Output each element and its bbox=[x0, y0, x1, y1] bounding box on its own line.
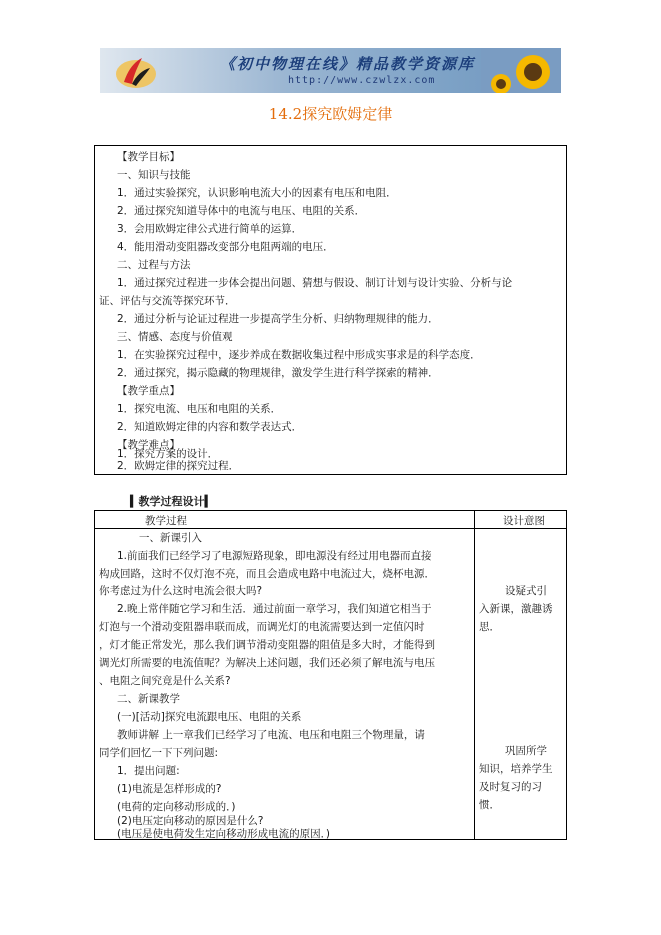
goals-line: 1．通过探究过程进一步体会提出问题、猜想与假设、制订计划与设计实验、分析与论 bbox=[117, 277, 513, 289]
goals-line: 2．通过探究知道导体中的电流与电压、电阻的关系． bbox=[117, 205, 366, 217]
process-line: 同学们回忆一下下列问题: bbox=[99, 747, 219, 759]
design-intent-note: 及时复习的习 bbox=[479, 781, 542, 793]
header-banner bbox=[100, 48, 561, 93]
goals-line: 一、知识与技能 bbox=[117, 169, 191, 181]
goals-line: 2．通过分析与论证过程进一步提高学生分析、归纳物理规律的能力． bbox=[117, 313, 439, 325]
process-line: 构成回路，这时不仅灯泡不亮，而且会造成电路中电流过大，烧杯电源． bbox=[99, 568, 435, 580]
column-header-process: 教学过程 bbox=[145, 515, 187, 527]
process-line: 调光灯所需要的电流值呢？为解决上述问题，我们还必须了解电流与电压 bbox=[99, 657, 435, 669]
goals-line: 1．通过实验探究，认识影响电流大小的因素有电压和电阻． bbox=[117, 187, 397, 199]
design-intent-note: 巩固所学 bbox=[505, 745, 547, 757]
process-line: 1.前面我们已经学习了电源短路现象，即电源没有经过用电器而直接 bbox=[117, 550, 432, 562]
process-line: (2)电压定向移动的原因是什么? bbox=[117, 815, 264, 827]
goals-line: 【教学难点】 bbox=[117, 439, 180, 451]
table-header-row bbox=[95, 511, 566, 529]
goals-line: 3．会用欧姆定律公式进行简单的运算． bbox=[117, 223, 303, 235]
teaching-process-table bbox=[94, 510, 567, 840]
design-intent-note: 入新课，激趣诱 bbox=[479, 603, 553, 615]
goals-line: 1．在实验探究过程中，逐步养成在数据收集过程中形成实事求是的科学态度． bbox=[117, 349, 481, 361]
process-line: 二、新课教学 bbox=[117, 693, 180, 705]
design-intent-note: 知识，培养学生 bbox=[479, 763, 553, 775]
goals-line: 三、情感、态度与价值观 bbox=[117, 331, 233, 343]
goals-line: 二、过程与方法 bbox=[117, 259, 191, 271]
process-line: 2.晚上常伴随它学习和生活．通过前面一章学习，我们知道它相当于 bbox=[117, 603, 432, 615]
process-line: 、电阻之间究竟是什么关系? bbox=[99, 675, 231, 687]
goals-line: 4．能用滑动变阻器改变部分电阻两端的电压． bbox=[117, 241, 334, 253]
goals-line: 2．通过探究，揭示隐藏的物理规律，激发学生进行科学探索的精神． bbox=[117, 367, 439, 379]
design-intent-note: 惯． bbox=[479, 799, 500, 811]
site-logo bbox=[110, 52, 158, 90]
process-line: 1．提出问题: bbox=[117, 765, 180, 777]
process-line: ，灯才能正常发光，那么我们调节滑动变阻器的阻值是多大时，才能得到 bbox=[99, 639, 435, 651]
process-line: (1)电流是怎样形成的? bbox=[117, 783, 222, 795]
process-line: (电压是使电荷发生定向移动形成电流的原因．) bbox=[117, 828, 330, 840]
teaching-goals-box bbox=[94, 145, 567, 475]
process-line: (一)[活动]探究电流跟电压、电阻的关系 bbox=[117, 711, 302, 723]
column-divider bbox=[474, 511, 475, 839]
sunflower-image bbox=[481, 48, 561, 93]
banner-title: 《初中物理在线》精品教学资源库 bbox=[220, 55, 476, 73]
process-line: 教师讲解 上一章我们已经学习了电流、电压和电阻三个物理量，请 bbox=[117, 729, 425, 741]
goals-line: 1．探究电流、电压和电阻的关系． bbox=[117, 403, 282, 415]
goals-line: 2．欧姆定律的探究过程． bbox=[117, 460, 240, 472]
process-line: 你考虑过为什么这时电流会很大吗? bbox=[99, 585, 263, 597]
goals-line: 1．探究方案的设计． bbox=[117, 448, 219, 460]
banner-url[interactable]: http://www.czwlzx.com bbox=[288, 75, 436, 86]
page-title: 14.2探究欧姆定律 bbox=[268, 105, 393, 123]
process-line: (电荷的定向移动形成的．) bbox=[117, 801, 236, 813]
column-header-intent: 设计意图 bbox=[503, 515, 545, 527]
goals-line: 【教学目标】 bbox=[117, 151, 180, 163]
design-intent-note: 思． bbox=[479, 621, 500, 633]
process-line: 灯泡与一个滑动变阻器串联而成，而调光灯的电流需要达到一定值闪时 bbox=[99, 621, 425, 633]
goals-line: 证、评估与交流等探究环节． bbox=[99, 295, 236, 307]
goals-line: 【教学重点】 bbox=[117, 385, 180, 397]
process-line: 一、新课引入 bbox=[139, 532, 202, 544]
goals-line: 2．知道欧姆定律的内容和数学表达式． bbox=[117, 421, 303, 433]
design-intent-note: 设疑式引 bbox=[505, 585, 547, 597]
process-heading: ▍教学过程设计▍ bbox=[130, 495, 213, 508]
